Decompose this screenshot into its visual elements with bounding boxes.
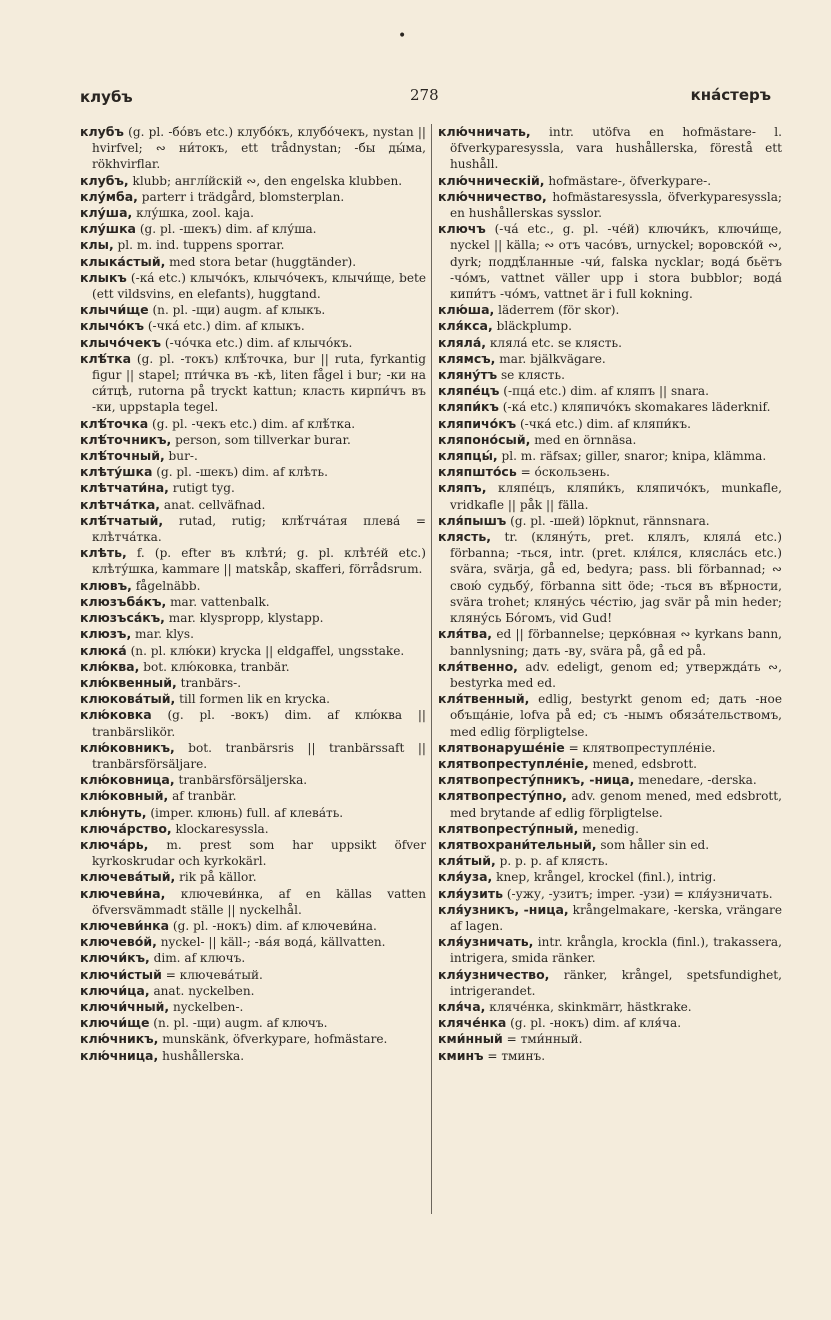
dictionary-entry: [438, 416, 782, 432]
entry-headword: клятвохрани́тельный,: [438, 836, 597, 852]
entry-definition: клу́шка, zool. kaja.: [132, 206, 254, 221]
dictionary-entry: [438, 1015, 782, 1031]
dictionary-entry: [438, 335, 782, 351]
entry-definition: intr. krångla, krockla (finl.), trakassera, intrigera, smida ränker.: [450, 935, 782, 966]
entry-definition: (g. pl. -токъ) клѣ́точка, bur || ruta, fyrkantig figur || stapel; пти́чка въ -кѣ, liten fågel i bur; -ки на си́тцѣ, rutorna på tryckt kattun; класть кирпи́чъ въ -ки, uppstapla tegel.: [92, 351, 426, 415]
entry-definition: krångelmakare, -kerska, vrängare af lagen.: [450, 902, 782, 933]
entry-headword: клятвопресту́пникъ, -ница,: [438, 772, 635, 788]
entry-headword: ключеви́нка: [80, 917, 170, 933]
entry-headword: клюзъ,: [80, 626, 132, 642]
dictionary-entry: [80, 221, 426, 237]
entry-headword: ключево́й,: [80, 934, 157, 950]
entry-definition: hofmästare-, öfverkyparе-.: [544, 173, 712, 188]
dictionary-entry: [438, 756, 782, 772]
dictionary-entry: [80, 886, 426, 918]
entry-definition: klubb; англі́йскій ∾, den engelska klubben.: [128, 173, 403, 188]
entry-definition: = о́скользень.: [516, 465, 610, 480]
dictionary-entry: [80, 999, 426, 1015]
entry-definition: (g. pl. -шекъ) dim. af клу́ша.: [135, 222, 317, 237]
dictionary-entry: [438, 837, 782, 853]
entry-definition: mened, edsbrott.: [588, 756, 698, 771]
entry-definition: (g. pl. -чекъ etc.) dim. af клѣ́тка.: [148, 416, 356, 431]
dictionary-entry: [438, 934, 782, 966]
dictionary-entry: [80, 837, 426, 869]
entry-definition: (-чка́ etc.) dim. af клыкъ.: [144, 319, 305, 334]
dictionary-entry: [80, 480, 426, 496]
dictionary-entry: [80, 950, 426, 966]
entry-headword: клѣ́точный,: [80, 448, 165, 464]
entry-headword: клубъ,: [80, 172, 129, 188]
dictionary-entry: [438, 902, 782, 934]
entry-headword: кля́уза,: [438, 869, 493, 885]
dictionary-entry: [438, 1048, 782, 1064]
entry-definition: (-чо́чка etc.) dim. af клычо́къ.: [161, 335, 353, 350]
entry-headword: клычи́ще: [80, 302, 149, 318]
entry-headword: клю́чница,: [80, 1047, 159, 1063]
entry-headword: кля́узникъ, -ница,: [438, 901, 569, 917]
dictionary-entry: [438, 383, 782, 399]
entry-definition: кляла́ etc. se клясть.: [486, 335, 622, 350]
entry-headword: клѣ́тчатый,: [80, 512, 164, 528]
entry-headword: клю́ша,: [438, 302, 495, 318]
entry-headword: клыка́стый,: [80, 253, 166, 269]
dictionary-entry: [438, 529, 782, 626]
entry-definition: med stora betar (huggtänder).: [165, 254, 357, 269]
entry-headword: кля́твенно,: [438, 658, 518, 674]
dictionary-entry: [438, 367, 782, 383]
dictionary-entry: [438, 448, 782, 464]
entry-headword: клю́ква,: [80, 658, 140, 674]
entry-headword: кляче́нка: [438, 1015, 507, 1031]
entry-definition: menedare, -derska.: [634, 773, 757, 788]
entry-definition: hofmästaresyssla, öfverkyparesyssla; en hushållerskas sysslor.: [450, 189, 782, 221]
entry-definition: bläckplump.: [492, 319, 572, 334]
entry-definition: bur-.: [164, 449, 198, 464]
entry-definition: (g. pl. -вокъ) dim. af клю́ква || tranbärslikör.: [92, 708, 426, 739]
entry-definition: intr. utöfva en hofmästare- l. öfverkyparesyssla, vara hushållerska, förestå ett hushåll.: [450, 125, 782, 172]
dictionary-entry: [438, 869, 782, 885]
entry-definition: af tranbär.: [168, 789, 237, 804]
dictionary-entry: [438, 189, 782, 221]
entry-headword: клямсъ,: [438, 350, 496, 366]
entry-definition: (-ужу, -узитъ; imper. -узи) = кля́узничать.: [502, 886, 773, 901]
entry-headword: клятвопресту́пно,: [438, 788, 567, 804]
entry-headword: клюзъба́къ,: [80, 593, 167, 609]
dictionary-entry: [80, 869, 426, 885]
entry-definition: ключеви́нка, af en källas vatten öfversvämmadt ställe || nyckelhål.: [92, 886, 426, 917]
entry-headword: ключи́чный,: [80, 998, 170, 1014]
dictionary-entry: [80, 335, 426, 351]
entry-headword: клѣтча́тка,: [80, 496, 161, 512]
entry-headword: клю́чничать,: [438, 124, 531, 139]
entry-definition: mar. klys.: [131, 627, 194, 642]
entry-headword: клѣту́шка: [80, 464, 153, 480]
entry-headword: клюкова́тый,: [80, 691, 176, 707]
entry-headword: клятвонаруше́ніе: [438, 739, 565, 755]
entry-headword: кля́тый,: [438, 853, 496, 869]
dictionary-entry: [80, 578, 426, 594]
dictionary-entry: [80, 610, 426, 626]
entry-definition: mar. vattenbalk.: [166, 594, 270, 609]
dictionary-entry: [80, 1031, 426, 1047]
entry-headword: ключи́ще: [80, 1015, 150, 1031]
dictionary-entry: [80, 270, 426, 302]
dictionary-entry: [80, 254, 426, 270]
entry-definition: (-пца́ etc.) dim. af кляпъ || snara.: [499, 384, 709, 399]
dictionary-entry: [80, 205, 426, 221]
dictionary-entry: [80, 318, 426, 334]
entry-headword: клыкъ: [80, 269, 127, 285]
entry-headword: кминъ: [438, 1047, 484, 1063]
entry-definition: med en örnnäsa.: [530, 432, 637, 447]
entry-definition: pl. m. ind. tuppens sporrar.: [113, 238, 285, 253]
dictionary-entry: [438, 173, 782, 189]
dictionary-entry: [80, 351, 426, 416]
entry-headword: кляпи́къ: [438, 399, 499, 415]
entry-definition: adv. genom mened, med edsbrott, med brytande af edlig förpligtelse.: [450, 789, 782, 820]
entry-headword: клю́ковница,: [80, 772, 175, 788]
dictionary-entry: [80, 464, 426, 480]
entry-definition: (g. pl. -нокъ) dim. af кля́ча.: [506, 1016, 682, 1031]
entry-headword: клѣть,: [80, 545, 127, 561]
entry-definition: anat. cellväfnad.: [160, 497, 266, 512]
left-column: [80, 124, 426, 1064]
entry-definition: tranbärsförsäljerska.: [174, 773, 308, 788]
dictionary-entry: [80, 497, 426, 513]
entry-headword: клы,: [80, 237, 114, 253]
dictionary-entry: [80, 967, 426, 983]
entry-definition: (-ча́ etc., g. pl. -че́й) ключи́къ, ключи́ще, nyckel || källa; ∾ отъ часо́въ, urnyckel; воровско́й ∾, dyrk; поддѣ́ланные -чи́, falska nycklar; вода́ бьётъ -чо́мъ, vattnet väller upp i stora bubblor; вода́ кипи́тъ -чо́мъ, vattnet är i full kokning.: [450, 222, 782, 302]
entry-headword: клѣ́точка: [80, 415, 149, 431]
entry-definition: parterr i trädgård, blomsterplan.: [137, 189, 345, 204]
dictionary-entry: [438, 788, 782, 820]
entry-headword: клю́квенный,: [80, 674, 177, 690]
entry-headword: клю́чническій,: [438, 172, 545, 188]
entry-headword: клычо́чекъ: [80, 334, 162, 350]
entry-headword: клюзъса́къ,: [80, 610, 165, 626]
entry-headword: кля́ча,: [438, 998, 486, 1014]
entry-definition: (-чка́ etc.) dim. af кляпи́къ.: [516, 416, 691, 431]
entry-headword: клятвопресту́пный,: [438, 820, 579, 836]
entry-headword: клю́ковный,: [80, 788, 169, 804]
dictionary-entry: [80, 821, 426, 837]
dictionary-entry: [438, 124, 782, 173]
entry-headword: клю́чничество,: [438, 188, 547, 204]
entry-headword: кляпичо́къ: [438, 415, 517, 431]
entry-headword: клу́шка: [80, 221, 136, 237]
dictionary-entry: [80, 740, 426, 772]
entry-headword: кля́пышъ: [438, 512, 507, 528]
dictionary-entry: [80, 1015, 426, 1031]
entry-definition: (g. pl. -нокъ) dim. af ключеви́на.: [169, 918, 377, 933]
dictionary-entry: [80, 626, 426, 642]
entry-headword: кляпшто́сь: [438, 464, 517, 480]
entry-headword: кляпъ,: [438, 480, 487, 496]
entry-definition: munskänk, öfverkyparе, hofmästare.: [158, 1032, 388, 1047]
dictionary-entry: [438, 967, 782, 999]
entry-definition: rutad, rutig; клѣ́тча́тая плева́ = клѣтча́тка.: [92, 513, 426, 545]
entry-definition: menedig.: [578, 821, 639, 836]
entry-definition: (g. pl. -шей) löpknut, rännsnara.: [506, 513, 710, 528]
entry-definition: pl. m. räfsax; giller, snaror; knipa, klämma.: [497, 449, 767, 464]
dictionary-entry: [80, 772, 426, 788]
entry-headword: ключева́тый,: [80, 869, 176, 885]
entry-definition: (n. pl. -щи) augm. af клыкъ.: [148, 303, 326, 318]
entry-headword: клю́чникъ,: [80, 1031, 159, 1047]
entry-headword: кля́узничать,: [438, 934, 534, 950]
entry-definition: (imper. клюнь) full. af клева́ть.: [146, 805, 344, 820]
entry-definition: läderrem (för skor).: [494, 303, 620, 318]
entry-definition: nyckel- || käll-; -ва́я вода́, källvatten.: [156, 935, 386, 950]
entry-definition: fågelnäbb.: [131, 578, 201, 593]
entry-definition: anat. nyckelben.: [149, 983, 255, 998]
entry-headword: кля́твенный,: [438, 691, 530, 707]
dictionary-entry: [80, 983, 426, 999]
dictionary-entry: [438, 772, 782, 788]
dictionary-entry: [80, 788, 426, 804]
entry-definition: ed || förbannelse; церко́вная ∾ kyrkans bann, bannlysning; дать -ву, svära på, gå ed på.: [450, 627, 782, 658]
entry-definition: rutigt tyg.: [168, 481, 235, 496]
entry-definition: tr. (кляну́ть, pret. клялъ, кляла́ etc.) förbanna; -ться, intr. (pret. кля́лся, клясла́сь etc.) svära, svärja, gå ed, bedyra; pass. bli förbannad; ∾ свою́ судьбу́, förbanna sitt öde; -ться въ вѣ́рности, svära trohet; кляну́сь че́стію, jag svär på min heder; кляну́сь Бо́гомъ, vid Gud!: [450, 530, 782, 626]
entry-definition: (n. pl. -щи) augm. af ключъ.: [149, 1016, 328, 1031]
entry-headword: клу́мба,: [80, 188, 138, 204]
entry-headword: клѣтчати́на,: [80, 480, 169, 496]
entry-definition: m. prest som har uppsikt öfver kyrkoskrudar och kyrkokärl.: [92, 837, 426, 869]
entry-definition: edlig, bestyrkt genom ed; дать -ное объща́ніе, lofva på ed; съ -нымъ обяза́тельствомъ, med edlig förpligtelse.: [450, 692, 782, 739]
entry-definition: (-ка́ etc.) клычо́къ, клычо́чекъ, клычи́ще, bete (ett vildsvins, en elefants), huggtand.: [92, 270, 426, 302]
entry-definition: dim. af ключъ.: [149, 951, 246, 966]
dictionary-entry: [438, 659, 782, 691]
dictionary-entry: [438, 999, 782, 1015]
dictionary-entry: [80, 432, 426, 448]
entry-definition: till formen lik en krycka.: [175, 692, 331, 707]
column-divider: [431, 124, 432, 1214]
entry-headword: ключи́ца,: [80, 982, 150, 998]
dictionary-entry: [80, 416, 426, 432]
dictionary-entry: [438, 480, 782, 512]
dictionary-entry: [438, 691, 782, 740]
entry-definition: se клясть.: [497, 368, 565, 383]
entry-definition: ränker, krångel, spetsfundighet, intrigerandet.: [450, 967, 782, 998]
entry-headword: ключа́рь,: [80, 836, 149, 852]
entry-headword: клюка́: [80, 642, 127, 658]
entry-definition: klockaresyssla.: [171, 821, 269, 836]
dictionary-entry: [80, 545, 426, 577]
dictionary-entry: [438, 626, 782, 658]
dictionary-entry: [438, 464, 782, 480]
entry-definition: person, som tillverkar burar.: [171, 432, 351, 447]
entry-definition: tranbärs-.: [176, 675, 242, 690]
dictionary-entry: [80, 643, 426, 659]
entry-definition: p. p. p. af клясть.: [495, 854, 609, 869]
header-left-guideword: клубъ: [80, 88, 133, 106]
entry-headword: ключи́къ,: [80, 950, 150, 966]
entry-definition: f. (p. efter въ клѣти́; g. pl. клѣте́й etc.) клѣту́шка, kammare || matskåp, skafferi, förrådsrum.: [92, 546, 426, 577]
entry-headword: кля́узничество,: [438, 966, 550, 982]
entry-headword: клубъ: [80, 124, 124, 139]
dictionary-entry: [80, 302, 426, 318]
dictionary-entry: [80, 594, 426, 610]
entry-headword: ключъ: [438, 221, 486, 237]
dictionary-entry: [80, 173, 426, 189]
dictionary-entry: [80, 237, 426, 253]
dictionary-entry: [438, 821, 782, 837]
dictionary-entry: [438, 1031, 782, 1047]
dictionary-entry: [80, 513, 426, 545]
entry-definition: mar. bjälkvägare.: [495, 351, 606, 366]
entry-headword: ключеви́на,: [80, 885, 166, 901]
dictionary-entry: [80, 707, 426, 739]
entry-headword: клю́ковка: [80, 707, 152, 723]
dictionary-entry: [80, 691, 426, 707]
entry-definition: кляпе́цъ, кляпи́къ, кляпичо́къ, munkafle, vridkafle || påk || fälla.: [450, 481, 782, 512]
entry-definition: = тми́нный.: [502, 1032, 583, 1047]
entry-headword: кляну́тъ: [438, 367, 498, 383]
dictionary-entry: [80, 124, 426, 173]
entry-definition: mar. klyspropp, klystapp.: [164, 611, 324, 626]
entry-headword: клѣ́тка: [80, 350, 132, 366]
entry-definition: bot. tranbärsris || tranbärssaft || tranbärsförsäljare.: [92, 740, 426, 771]
dictionary-entry: [438, 853, 782, 869]
entry-headword: клу́ша,: [80, 205, 133, 221]
entry-definition: hushållerska.: [158, 1048, 245, 1063]
entry-headword: кля́узить: [438, 885, 503, 901]
entry-headword: ключи́стый: [80, 966, 162, 982]
entry-headword: кми́нный: [438, 1031, 503, 1047]
dictionary-entry: [80, 675, 426, 691]
dictionary-entry: [438, 399, 782, 415]
dictionary-entry: [438, 351, 782, 367]
dictionary-entry: [438, 432, 782, 448]
entry-definition: knep, krångel, krockel (finl.), intrig.: [492, 870, 717, 885]
dictionary-entry: [80, 934, 426, 950]
entry-headword: клю́ковникъ,: [80, 739, 175, 755]
dictionary-entry: [80, 805, 426, 821]
entry-definition: adv. edeligt, genom ed; утвержда́ть ∾, bestyrka med ed.: [450, 659, 782, 690]
entry-definition: кляче́нка, skinkmärr, hästkrake.: [485, 999, 692, 1014]
entry-definition: bot. клю́ковка, tranbär.: [139, 659, 290, 674]
entry-definition: (-ка́ etc.) кляпичо́къ skomakares läderknif.: [498, 400, 771, 415]
dictionary-entry: [80, 918, 426, 934]
entry-headword: клѣ́точникъ,: [80, 431, 172, 447]
entry-definition: (g. pl. -бо́въ etc.) клубо́къ, клубо́чекъ, nystan || hvirfvel; ∾ ни́токъ, ett trådnystan; -бы ды́ма, rökhvirflar.: [92, 125, 426, 172]
entry-definition: som håller sin ed.: [596, 837, 710, 852]
entry-headword: клю́нуть,: [80, 804, 147, 820]
dictionary-entry: [438, 513, 782, 529]
entry-headword: ключа́рство,: [80, 820, 172, 836]
entry-definition: = тминъ.: [483, 1048, 546, 1063]
dictionary-entry: [438, 221, 782, 302]
entry-definition: = ключева́тый.: [161, 967, 263, 982]
dictionary-entry: [80, 1048, 426, 1064]
entry-headword: кляпоно́сый,: [438, 431, 531, 447]
entry-definition: (g. pl. -шекъ) dim. af клѣть.: [152, 465, 328, 480]
right-column: [438, 124, 782, 1064]
entry-definition: (n. pl. клю́ки) krycka || eldgaffel, ungsstake.: [126, 643, 405, 658]
entry-definition: = клятвопреступле́ніе.: [564, 740, 716, 755]
dictionary-entry: [438, 318, 782, 334]
header-right-guideword: кна́стеръ: [690, 86, 771, 104]
dictionary-entry: [438, 740, 782, 756]
entry-headword: кля́тва,: [438, 626, 493, 642]
top-mark: •: [398, 28, 407, 44]
entry-headword: клювъ,: [80, 577, 132, 593]
dictionary-entry: [80, 189, 426, 205]
dictionary-entry: [438, 886, 782, 902]
entry-headword: клятвопреступле́ніе,: [438, 755, 589, 771]
dictionary-entry: [80, 448, 426, 464]
entry-headword: кля́кса,: [438, 318, 493, 334]
entry-definition: rik på källor.: [175, 870, 257, 885]
dictionary-entry: [438, 302, 782, 318]
entry-headword: клычо́къ: [80, 318, 144, 334]
entry-headword: клясть,: [438, 529, 491, 545]
entry-headword: кляпцы́,: [438, 448, 498, 464]
entry-definition: nyckelben-.: [169, 999, 244, 1014]
dictionary-entry: [80, 659, 426, 675]
entry-headword: кляпе́цъ: [438, 383, 500, 399]
page-number: 278: [410, 86, 439, 104]
entry-headword: кляла́,: [438, 334, 487, 350]
